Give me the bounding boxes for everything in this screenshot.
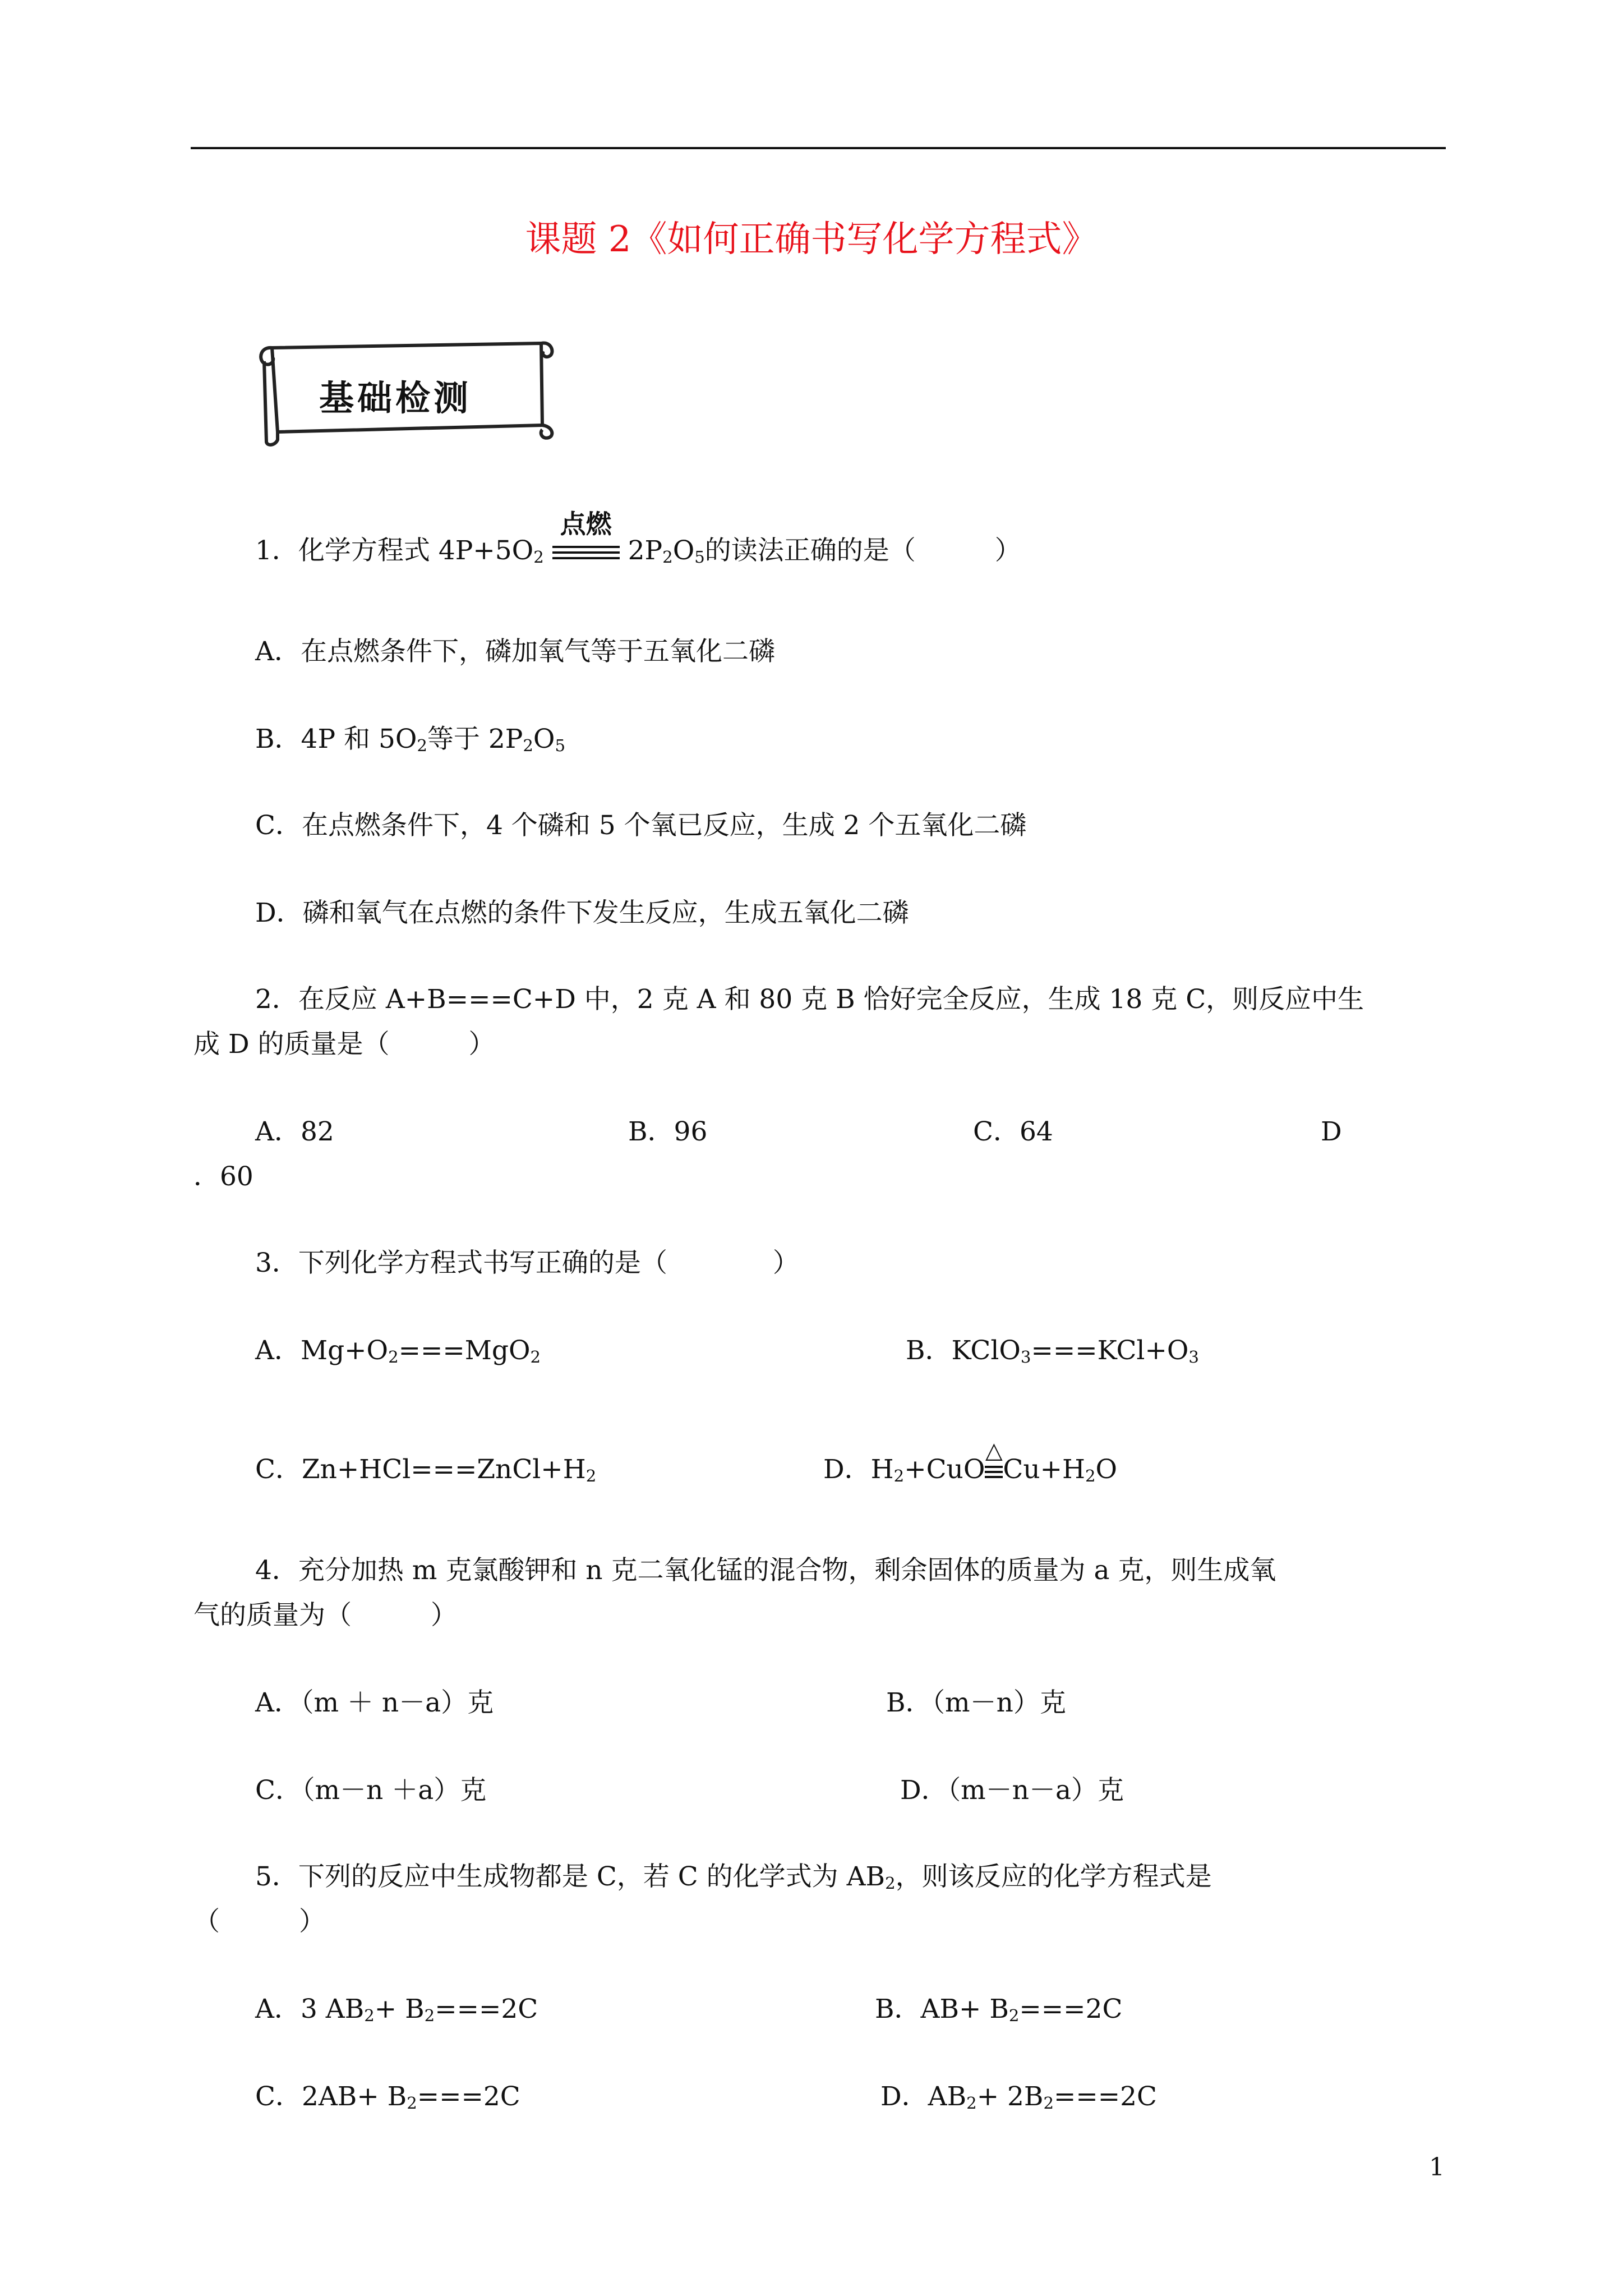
reaction-condition bbox=[552, 509, 620, 568]
header-rule bbox=[191, 147, 1446, 149]
condition-ignite-label: 点燃 bbox=[560, 509, 612, 539]
question-5-option-b: B．$AB+ B_2===2C$ bbox=[875, 1994, 1123, 2025]
question-4-option-b: B．（m－n）克 bbox=[886, 1687, 1066, 1718]
question-4-option-c: C．（m－n ＋a）克 bbox=[255, 1775, 487, 1806]
question-3-stem: 3．下列化学方程式书写正确的是（ ） bbox=[255, 1248, 799, 1278]
question-2-line-2: 成 D 的质量是（ ） bbox=[193, 1029, 495, 1060]
question-2-option-d-letter: D bbox=[1321, 1116, 1342, 1147]
question-5-line-1: 5．下列的反应中生成物都是 C，若 C 的化学式为 $AB_2$，则该反应的化学方程式是 bbox=[255, 1861, 1212, 1893]
question-2-line-1: 2．在反应 A+B===C+D 中，2 克 A 和 80 克 B 恰好完全反应，生成 18 克 C，则反应中生 bbox=[255, 984, 1364, 1015]
question-4-option-d: D．（m－n－a）克 bbox=[900, 1775, 1124, 1806]
question-5-option-d: D．$AB_2+ 2B_2===2C$ bbox=[880, 2081, 1158, 2113]
question-3-option-c: C．$Zn+HCl===ZnCl+H_2$ bbox=[255, 1454, 597, 1485]
question-1-option-c: C．在点燃条件下，4 个磷和 5 个氧已反应，生成 2 个五氧化二磷 bbox=[255, 810, 1027, 841]
equals-sign bbox=[552, 546, 620, 559]
question-2-option-c: C．64 bbox=[973, 1116, 1053, 1147]
question-1-option-a: A．在点燃条件下，磷加氧气等于五氧化二磷 bbox=[255, 636, 775, 667]
question-2-option-b: B．96 bbox=[628, 1116, 708, 1147]
reaction-condition-heat bbox=[985, 1437, 1003, 1487]
equals-sign bbox=[985, 1466, 1003, 1478]
question-1-option-b: B．4P 和 $5O_2$等于 $2P_2O_5$ bbox=[255, 724, 565, 755]
question-2-option-a: A．82 bbox=[255, 1116, 334, 1147]
question-3-option-d: D．$H_2+CuO$ △ $Cu+H_2O$ bbox=[823, 1453, 1117, 1487]
question-2-option-d-value: ．60 bbox=[193, 1161, 253, 1192]
question-3-option-b: B．$KClO_3===KCl+O_3$ bbox=[906, 1335, 1199, 1366]
section-label: 基础检测 bbox=[319, 378, 472, 418]
question-1-option-d: D．磷和氧气在点燃的条件下发生反应，生成五氧化二磷 bbox=[255, 898, 909, 928]
question-4-line-1: 4．充分加热 m 克氯酸钾和 n 克二氧化锰的混合物，剩余固体的质量为 a 克，则生成氧 bbox=[255, 1555, 1276, 1586]
page-number: 1 bbox=[1429, 2153, 1445, 2182]
question-5-line-2: （ ） bbox=[193, 1906, 325, 1937]
heat-triangle-icon: △ bbox=[985, 1437, 1003, 1464]
question-3-option-a: A．$Mg+O_2===MgO_2$ bbox=[255, 1335, 541, 1366]
page-title: 课题 2《如何正确书写化学方程式》 bbox=[525, 219, 1098, 260]
question-1-stem: 1．化学方程式 $4P+5O_2$ 点燃 $2P_2O_5$的读法正确的是（ ） bbox=[255, 534, 1021, 568]
question-5-option-c: C．$2AB+ B_2===2C$ bbox=[255, 2081, 520, 2113]
question-4-line-2: 气的质量为（ ） bbox=[193, 1600, 457, 1631]
question-5-option-a: A．3 $AB_2+ B_2===2C$ bbox=[255, 1994, 538, 2025]
question-4-option-a: A．（m ＋ n－a）克 bbox=[255, 1687, 494, 1718]
